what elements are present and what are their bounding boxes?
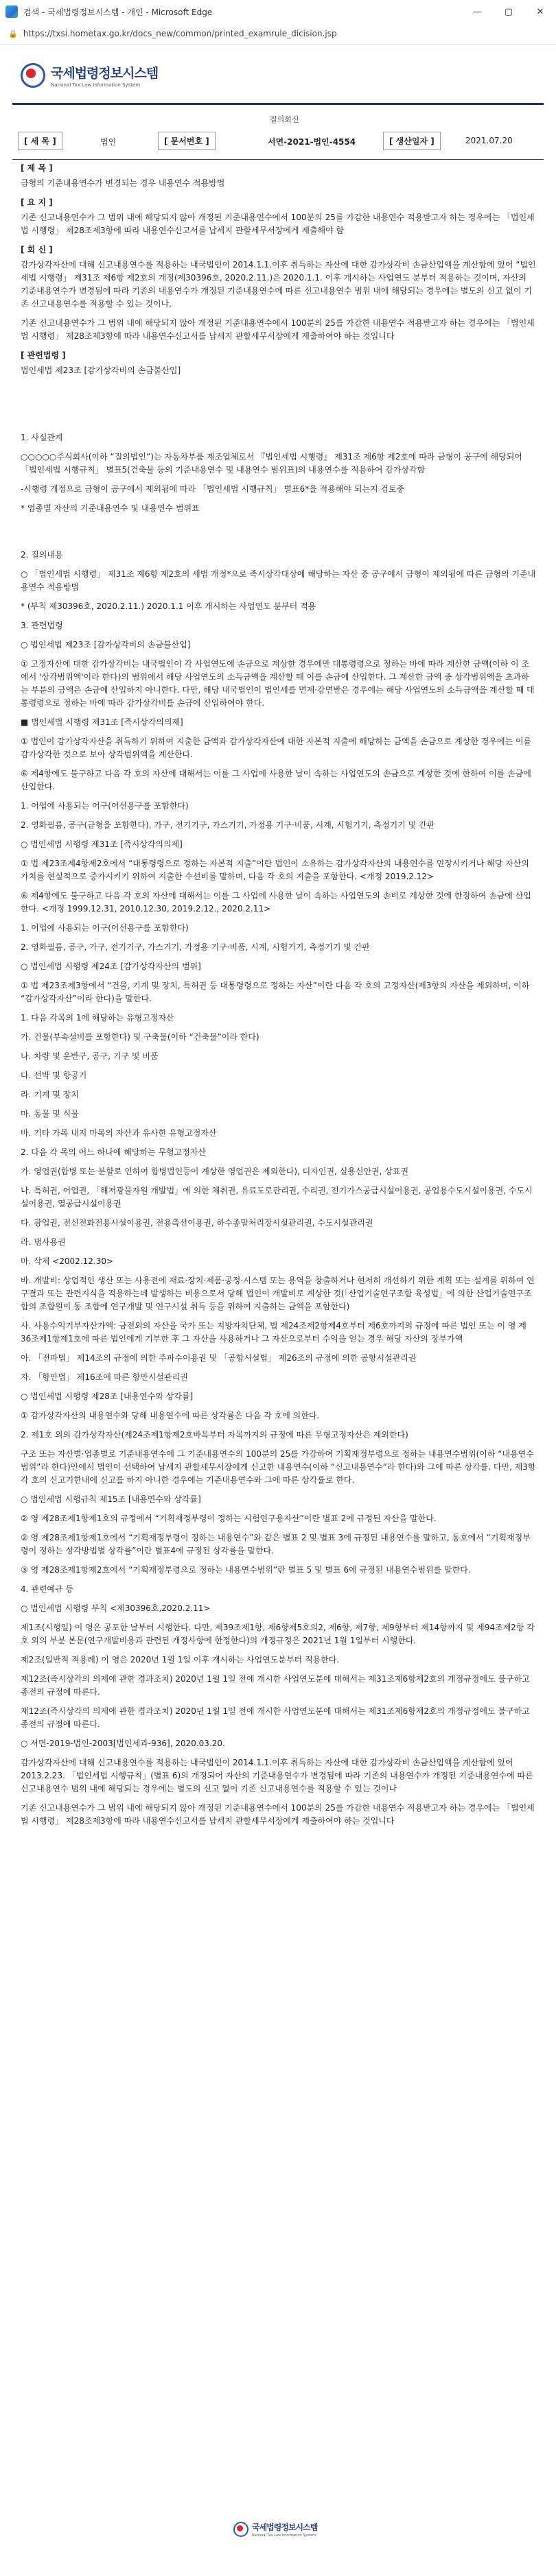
document-paragraph: ② 영 제28조제1항제1호의 규정에서 “기획재정부령이 정하는 시험연구용자산”이란 별표 2에 규정된 자산을 말한다. [21,1514,437,1523]
document-paragraph: 1. 사실관계 [21,433,63,442]
window-title: 검색 - 국세법령정보시스템 - 개인 - Microsoft Edge [23,7,213,17]
meta-divider [12,159,544,160]
document-paragraph: ○ 법인세법 시행령 제31조 [즉시상각의의제] [21,839,183,849]
document-paragraph: 1. 다음 각목의 1에 해당하는 유형고정자산 [21,1013,174,1023]
document-paragraph: 감가상각자산에 대해 신고내용연수를 적용하는 내국법인이 2014.1.1.이후 취득하는 자산에 대한 감가상각비 손금산입액을 계산함에 있어 “법인세법 시행령」 제31조 제6항 제2호의 개정(제30396호, 2020.2.11.)은 2020.1.1. 이후 개시하는 사업연도 분부터 적용하는 것이며, 자산의 기준내용연수가 변경됨에 따라 기존의 내용연수가 개정된 기준내용연수에 따른 신고내용연수 범위 내에 해당되는 경우에는 별도의 신고 없이 기존 신고내용연수를 적용할 수 있는 것이나, [21,260,536,309]
document-paragraph: 아. 「전파법」 제14조의 규정에 의한 주파수이용권 및 「공항시설법」 제26조의 규정에 의한 공항시설관리권 [21,1353,417,1363]
taegeuk-logo-icon [233,2522,248,2537]
document-paragraph: 기존 신고내용연수가 그 범위 내에 해당되지 않아 개정된 기준내용연수에서 100분의 25를 가감한 내용연수 적용받고자 하는 경우에는 「법인세법 시행령」 제28조제3항에 따라 내용연수신고서를 납세지 관할세무서장에게 제출해야 함 [21,213,535,235]
document-paragraph: ③ 영 제28조제1항제2호에서 “기획재정부령으로 정하는 내용연수범위”란 별표 5 및 별표 6에 규정된 내용연수범위를 말한다. [21,1565,471,1575]
document-paragraph: 가. 건물(부속설비를 포함한다) 및 구축물(이하 “건축물”이라 한다) [21,1032,259,1042]
close-button[interactable]: ✕ [536,6,544,17]
document-paragraph: 제12조(즉시상각의 의제에 관한 경과조치) 2020년 1월 1일 전에 개시한 사업연도분에 대해서는 제31조제6항제2호의 개정규정에도 불구하고 종전의 규정에 따른다. [21,1706,530,1729]
document-paragraph: 바. 기타 가목 내지 마목의 자산과 유사한 유형고정자산 [21,1128,217,1138]
logo-english-text: National Tax Law Information System [51,82,141,88]
footer-logo-english: National Tax Law Information System [252,2533,316,2538]
section-heading: [ 요 지 ] [21,198,53,207]
document-paragraph: ① 법인이 감가상각자산을 취득하기 위하여 지출한 금액과 감가상각자산에 대한 자본적 지출에 해당하는 금액을 손금으로 계상한 경우에는 이를 감가상각한 것으로 보아 상각범위액을 계산한다. [21,737,532,759]
document-paragraph: ○○○○○주식회사(이하 “질의법인”)는 자동차부품 제조업체로서 『법인세법 시행령』 제31조 제6항 제2호에 따라 금형이 공구에 해당되어 「법인세법 시행규칙」 별표5(건축물 등의 기준내용연수 및 내용연수 범위표)의 내용연수를 적용하여 감가상각함 [21,452,522,475]
section-heading: [ 회 신 ] [21,245,53,254]
question-type: 질의회신 [270,115,299,124]
tax-value: 법인 [100,137,117,147]
document-paragraph: 제2조(일반적 적용례) 이 영은 2020년 1월 1일 이후 개시하는 사업연도분부터 적용한다. [21,1655,340,1665]
document-paragraph: 감가상각자산에 대해 신고내용연수를 적용하는 내국법인이 2014.1.1.이후 취득하는 자산에 대한 감가상각비 손금산입액을 계산함에 있어 2013.2.23. 「법인세법 시행규칙」(별표 6)의 개정되어 자산의 기준내용연수가 변경됨에 따라 기존의 내용연수가 개정된 기준내용연수에 따른 신고내용연수 범위 내에 해당되는 경우에는 별도의 신고 없이 기존 신고내용연수를 적용할 수 있는 것이나 [21,1758,533,1793]
document-paragraph: 구조 또는 자산별·업종별로 기준내용연수에 그 기준내용연수의 100분의 25를 가감하여 기획재정부령으로 정하는 내용연수범위(이하 “내용연수범위”라 한다)안에서 법인이 선택하여 납세지 관할세무서장에게 신고한 내용연수(이하 “신고내용연수”라 한다)와 그에 따른 상각률. 다만, 제3항 각 호의 신고기한내에 신고를 하지 아니한 경우에는 기준내용연수와 그에 따른 상각률로 한다. [21,1449,536,1485]
doc-number-label: [ 문서번호 ] [158,132,216,150]
document-paragraph: 다. 광업권, 전신전화전용시설이용권, 전용측선이용권, 하수종말처리장시설관리권, 수도시설관리권 [21,1218,373,1228]
address-url[interactable]: https://txsi.hometax.go.kr/docs_new/common/printed_examrule_dicision.jsp [23,29,337,38]
document-paragraph: 1. 어업에 사용되는 어구(어선용구를 포함한다) [21,923,189,933]
document-paragraph: 2. 다음 각 목의 어느 하나에 해당하는 무형고정자산 [21,1147,206,1157]
document-paragraph: ○ 법인세법 시행규칙 제15조 [내용연수와 상각률] [21,1494,201,1504]
document-paragraph: ① 감가상각자산의 내용연수와 당해 내용연수에 따른 상각률은 다음 각 호에 의한다. [21,1411,320,1420]
document-body [21,162,537,1834]
logo-korean-text: 국세법령정보시스템 [51,66,159,81]
document-paragraph: ⑥ 제4항에도 불구하고 다음 각 호의 자산에 대해서는 이를 그 사업에 사용한 날이 속하는 사업연도의 손비로 계상한 것에 한정하여 손금에 산입한다. <개정 1999.12.31, 2010.12.30, 2019.2.12., 2020.2.11> [21,891,531,914]
document-paragraph: 기존 신고내용연수가 그 범위 내에 해당되지 않아 개정된 기준내용연수에서 100분의 25를 가감한 내용연수 적용받고자 하는 경우에는 「법인세법 시행령」 제28조제3항에 따라 내용연수신고서를 납세지 관할세무서장에게 제출하여야 하는 것입니다 [21,1803,535,1826]
taegeuk-logo-icon [21,63,45,88]
section-heading: [ 제 목 ] [21,163,53,173]
edge-browser-icon [5,5,18,18]
document-paragraph: 사. 사용수익기부자산가액: 금전외의 자산을 국가 또는 지방자치단체, 법 제24조제2항제4호부터 제6호까지의 규정에 따른 법인 또는 이 영 제36조제1항제1호에 따른 법인에게 기부한 후 그 자산을 사용하거나 그 자산으로부터 수익을 얻는 경우 해당 자산의 장부가액 [21,1321,526,1344]
doc-number-value: 서면-2021-법인-4554 [268,137,356,147]
document-paragraph: 법인세법 제23조 [감가상각비의 손금불산입] [21,366,181,375]
document-paragraph: 마. 삭제 <2002.12.30> [21,1256,114,1266]
document-paragraph: 금형의 기준내용연수가 변경되는 경우 내용연수 적용방법 [21,178,225,188]
lock-icon: 🔒 [8,29,18,38]
document-paragraph: 제12조(즉시상각의 의제에 관한 경과조치) 2020년 1월 1일 전에 개시한 사업연도분에 대해서는 제31조제6항제2호의 개정규정에도 불구하고 종전의 규정에 따른다. [21,1674,530,1697]
document-paragraph: 2. 영화필름, 공구(금형을 포함한다), 가구, 전기기구, 가스기기, 가정용 기구·비품, 시계, 시험기기, 측정기기 및 간판 [21,820,435,830]
document-paragraph: -시행령 개정으로 금형이 공구에서 제외됨에 따라 「법인세법 시행규칙」 별표6*을 적용해야 되는지 검토중 [21,484,405,494]
maximize-button[interactable]: ▢ [504,6,513,17]
document-paragraph: ② 영 제28조제1항제1호에서 “기획재정부령이 정하는 내용연수”와 같은 별표 2 및 별표 3에 규정된 내용연수를 말하고, 동호에서 “기획재정부령이 정하는 상각방법별 상각률”이란 별표4에 규정된 상각률을 말한다. [21,1533,531,1555]
document-paragraph: 라. 댐사용권 [21,1237,66,1247]
document-paragraph: * 업종별 자산의 기준내용연수 및 내용연수 범위표 [21,503,200,513]
date-value: 2021.07.20 [465,136,513,145]
minimize-button[interactable]: — [472,6,482,17]
site-logo [21,63,158,88]
document-paragraph: 2. 질의내용 [21,550,63,560]
document-paragraph: 1. 어업에 사용되는 어구(어선용구를 포함한다) [21,801,189,811]
document-paragraph: 라. 기계 및 장치 [21,1090,79,1099]
document-paragraph: 바. 개발비: 상업적인 생산 또는 사용전에 재료·장치·제품·공정·시스템 또는 용역을 창출하거나 현저히 개선하기 위한 계획 또는 설계를 위하여 연구결과 또는 관련지식을 적용하는데 발생하는 비용으로서 당해 법인이 개발비로 계상한 것(「산업기술연구조합 육성법」에 의한 산업기술연구조합의 조합원이 동 조합에 연구개발 및 연구시설 취득 등을 위하여 지출하는 금액을 포함한다) [21,1276,535,1311]
document-paragraph: ① 법 제23조제4항제2호에서 “대통령령으로 정하는 자본적 지출”이란 법인이 소유하는 감가상각자산의 내용연수를 연장시키거나 해당 자산의 가치를 현실적으로 증가시키기 위하여 지출한 수선비를 말하며, 다음 각 호의 지출을 포함한다. <개정 2019.2.12> [21,859,529,881]
footer-logo-korean: 국세법령정보시스템 [252,2523,318,2532]
browser-title-bar [0,0,556,24]
document-paragraph: ⑥ 제4항에도 불구하고 다음 각 호의 자산에 대해서는 이를 그 사업에 사용한 날이 속하는 사업연도의 손금으로 계상한 것에 한하여 이를 손금에 산입한다. [21,769,531,791]
document-paragraph: ○ 법인세법 시행령 제28조 [내용연수와 상각률] [21,1392,194,1401]
document-paragraph: 4. 관련예규 등 [21,1584,74,1594]
document-paragraph: 2. 영화필름, 공구, 가구, 전기기구, 가스기기, 가정용 기구·비품, 시계, 시험기기, 측정기기 및 간판 [21,942,370,952]
document-paragraph: 나. 차량 및 운반구, 공구, 기구 및 비품 [21,1051,159,1061]
tax-label: [ 세 목 ] [18,132,62,150]
document-paragraph: 다. 선박 및 항공기 [21,1071,87,1080]
document-paragraph: 자. 「항만법」 제16조에 따른 항만시설관리권 [21,1372,188,1382]
section-heading: [ 관련법령 ] [21,350,66,360]
document-paragraph: 2. 제1호 외의 감가상각자산(제24조제1항제2호바목부터 자목까지의 규정에 따른 무형고정자산은 제외한다) [21,1430,408,1440]
document-paragraph: ○ 서면-2019-법인-2003[법인세과-936], 2020.03.20. [21,1739,225,1748]
document-paragraph: * (부칙 제30396호, 2020.2.11.) 2020.1.1 이후 개시하는 사업연도 분부터 적용 [21,601,316,611]
document-paragraph: 가. 영업권(합병 또는 분할로 인하여 합병법인등이 계상한 영업권은 제외한다), 디자인권, 실용신안권, 상표권 [21,1167,409,1176]
document-paragraph: 3. 관련법령 [21,621,63,630]
document-paragraph: 나. 특허권, 어업권, 「해저광물자원 개발법」에 의한 채취권, 유료도로관리권, 수리권, 전기가스공급시설이용권, 공업용수도시설이용권, 수도시설이용권, 열공급시설이용권 [21,1186,533,1208]
document-paragraph: ① 법 제23조제3항에서 “건물, 기계 및 장치, 특허권 등 대통령령으로 정하는 자산”이란 다음 각 호의 고정자산(제3항의 자산을 제외하며, 이하 “감가상각자산”이라 한다)을 말한다. [21,981,530,1003]
document-paragraph: ○ 법인세법 제23조 [감가상각비의 손금불산입] [21,640,191,649]
date-label: [ 생산일자 ] [383,132,441,150]
footer-logo [233,2521,317,2538]
document-paragraph: ○ 「법인세법 시행령」 제31조 제6항 제2호의 세법 개정*으로 즉시상각대상에 해당하는 자산 중 공구에서 금형이 제외됨에 따른 금형의 기준내용연수 적용방법 [21,569,536,592]
document-paragraph: ① 고정자산에 대한 감가상각비는 내국법인이 각 사업연도에 손금으로 계상한 경우에만 대통령령으로 정하는 바에 따라 계산한 금액(이하 이 조에서 '상각범위액'이라 한다)의 범위에서 해당 사업연도의 소득금액을 계산할 때 이를 손금에 산입한다. 그 계산한 금액 중 상각범위액을 초과하는 부분의 금액은 손금에 산입하지 아니한다. 다만, 해당 내국법인이 법인세를 면제·감면받은 경우에는 해당 사업연도의 소득금액을 계산할 때 대통령령으로 정하는 바에 따라 감가상각비를 손금에 산입하여야 한다. [21,659,535,708]
header-divider [12,103,544,105]
document-paragraph: ■ 법인세법 시행령 제31조 [즉시상각의의제] [21,717,183,727]
document-paragraph: ○ 법인세법 시행령 제24조 [감가상각자산의 범위] [21,962,201,971]
address-bar[interactable] [0,23,556,45]
document-paragraph [21,383,537,431]
document-paragraph [21,521,537,549]
document-paragraph: ○ 법인세법 시행령 부칙 <제30396호,2020.2.11> [21,1603,211,1613]
document-paragraph: 제1조(시행일) 이 영은 공포한 날부터 시행한다. 다만, 제39조제1항, 제6항제5호의2, 제6항, 제7항, 제9항부터 제14항까지 및 제94조제2항 각 호 외의 부분 본문(연구개발비용과 관련된 개정사항에 한정한다)의 개정규정은 2021년 1월 1일부터 시행한다. [21,1623,535,1645]
document-paragraph: 기존 신고내용연수가 그 범위 내에 해당되지 않아 개정된 기준내용연수에서 100분의 25를 가감한 내용연수 적용받고자 하는 경우에는 「법인세법 시행령」 제28조제3항에 따라 내용연수신고서를 납세지 관할세무서장에게 제출하여야 하는 것입니다 [21,318,535,341]
document-paragraph: 마. 동물 및 식물 [21,1109,79,1119]
